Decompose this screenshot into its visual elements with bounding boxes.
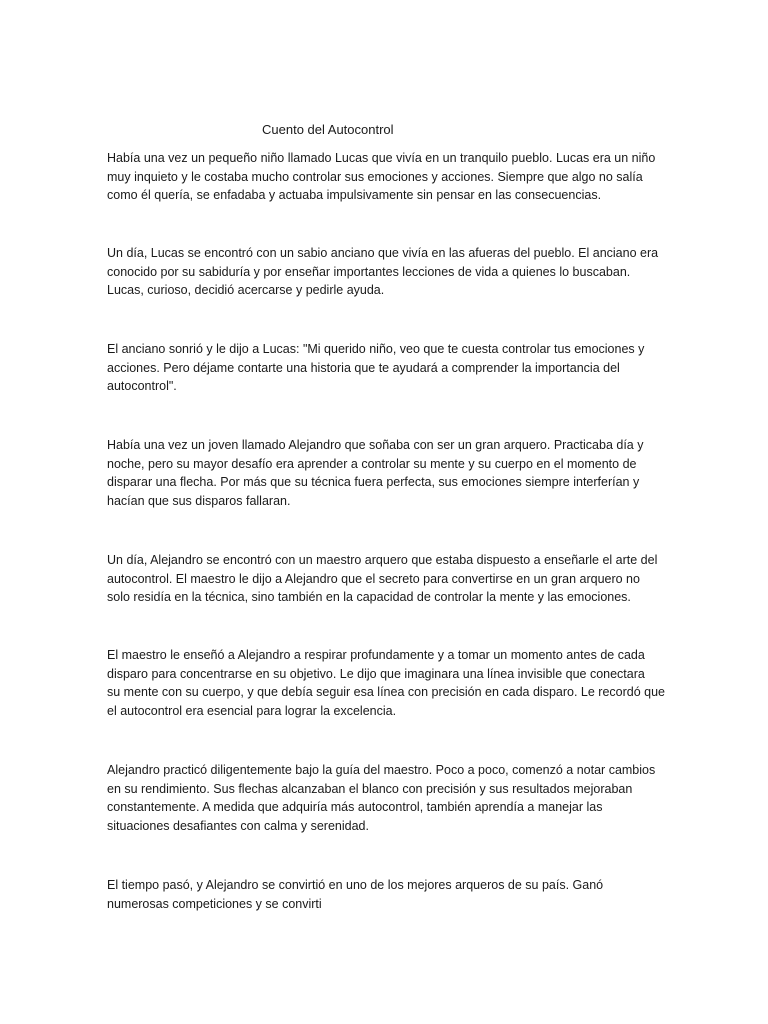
paragraph-line: hacían que sus disparos fallaran. [107, 493, 291, 508]
paragraph-line: noche, pero su mayor desafío era aprender a controlar su mente y su cuerpo en el momento de [107, 456, 637, 471]
paragraph-line: en su rendimiento. Sus flechas alcanzaban el blanco con precisión y sus resultados mejoraban [107, 781, 633, 796]
paragraph-line: El maestro le enseñó a Alejandro a respirar profundamente y a tomar un momento antes de cada [107, 648, 645, 662]
paragraph-3 [107, 340, 667, 396]
paragraph-5 [107, 551, 667, 607]
paragraph-line: el autocontrol era esencial para lograr la excelencia. [107, 703, 397, 718]
paragraph-line: constantemente. A medida que adquiría más autocontrol, también aprendía a manejar las [107, 800, 603, 815]
paragraph-line: conocido por su sabiduría y por enseñar importantes lecciones de vida a quienes lo buscaban. [107, 264, 631, 279]
paragraph-1 [107, 149, 667, 205]
document-title: Cuento del Autocontrol [262, 122, 394, 137]
paragraph-line: autocontrol". [107, 379, 177, 394]
paragraph-line: numerosas competiciones y se convirti [107, 896, 322, 911]
paragraph-line: disparar una flecha. Por más que su técnica fuera perfecta, sus emociones siempre interferían y [107, 475, 640, 490]
paragraph-line: como él quería, se enfadaba y actuaba impulsivamente sin pensar en las consecuencias. [107, 188, 602, 203]
paragraph-2 [107, 244, 667, 300]
paragraph-line: acciones. Pero déjame contarte una historia que te ayudará a comprender la importancia del [107, 360, 620, 375]
paragraph-7 [107, 761, 667, 835]
paragraph-line: muy inquieto y le costaba mucho controlar sus emociones y acciones. Siempre que algo no salía [107, 169, 643, 184]
paragraph-line: Alejandro practicó diligentemente bajo la guía del maestro. Poco a poco, comenzó a notar cambios [107, 763, 656, 777]
paragraph-line: El tiempo pasó, y Alejandro se convirtió en uno de los mejores arqueros de su país. Ganó [107, 878, 604, 892]
paragraph-line: El anciano sonrió y le dijo a Lucas: "Mi querido niño, veo que te cuesta controlar tus emociones y [107, 342, 645, 356]
paragraph-4 [107, 436, 667, 510]
paragraph-line: disparo para concentrarse en su objetivo. Le dijo que imaginara una línea invisible que conectara [107, 666, 645, 681]
paragraph-8 [107, 876, 667, 913]
paragraph-line: solo residía en la técnica, sino también en la capacidad de controlar la mente y las emociones. [107, 590, 631, 605]
paragraph-line: autocontrol. El maestro le dijo a Alejandro que el secreto para convertirse en un gran arquero no [107, 571, 640, 586]
paragraph-line: Un día, Lucas se encontró con un sabio anciano que vivía en las afueras del pueblo. El anciano era [107, 246, 659, 260]
paragraph-line: su mente con su cuerpo, y que debía seguir esa línea con precisión en cada disparo. Le recordó que [107, 685, 665, 700]
paragraph-line: Había una vez un joven llamado Alejandro que soñaba con ser un gran arquero. Practicaba día y [107, 438, 644, 452]
paragraph-6 [107, 646, 667, 720]
paragraph-line: situaciones desafiantes con calma y serenidad. [107, 818, 369, 833]
paragraph-line: Había una vez un pequeño niño llamado Lucas que vivía en un tranquilo pueblo. Lucas era un niño [107, 151, 656, 165]
paragraph-line: Lucas, curioso, decidió acercarse y pedirle ayuda. [107, 283, 385, 298]
paragraph-line: Un día, Alejandro se encontró con un maestro arquero que estaba dispuesto a enseñarle el arte del [107, 553, 658, 567]
